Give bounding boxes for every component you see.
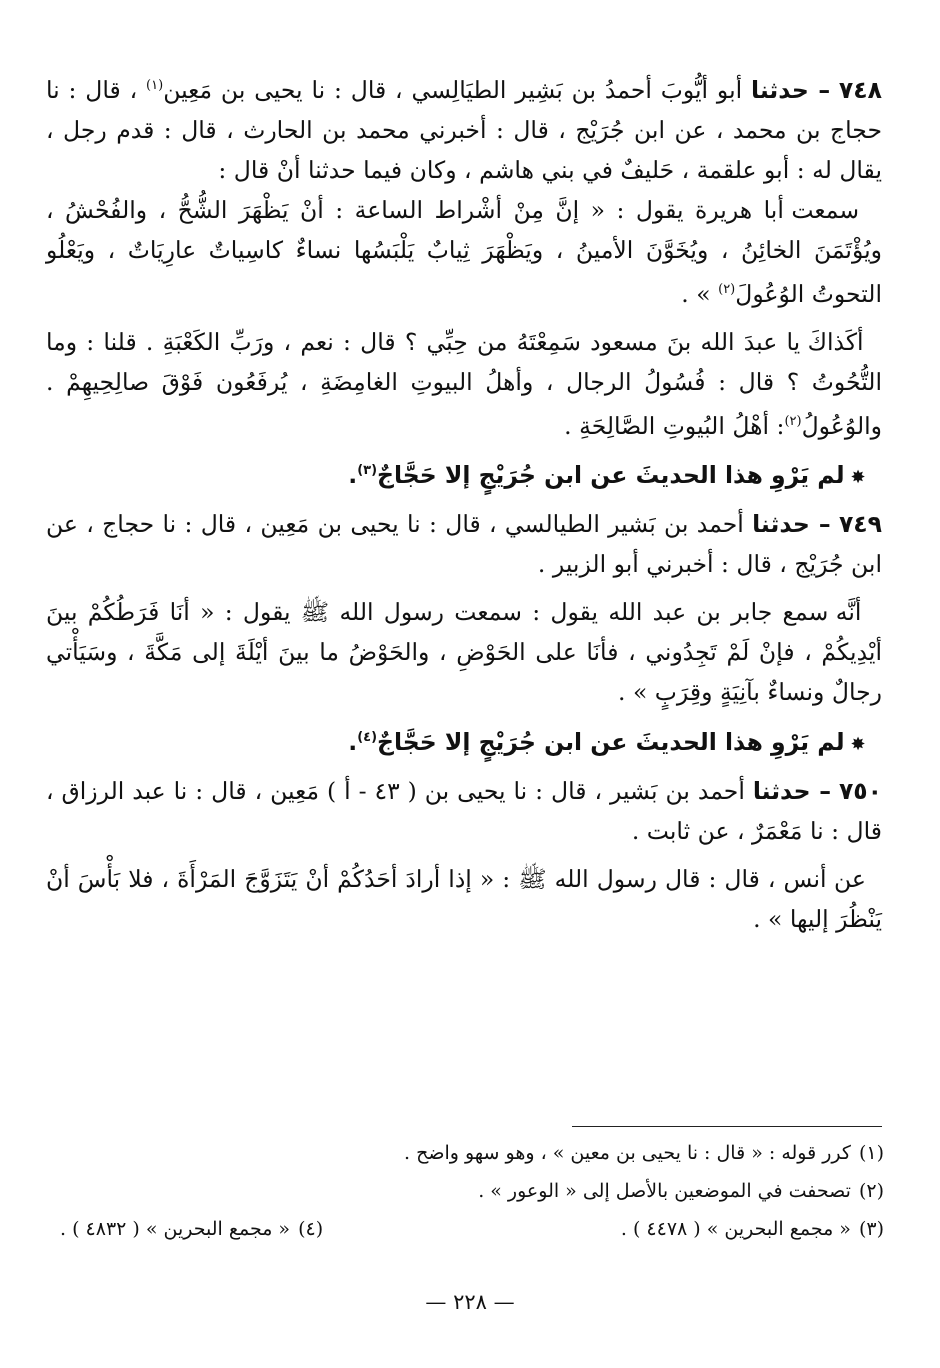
hadith-opener: حدثنا [752,777,811,806]
hadith-748: ٧٤٨ – حدثنا أبو أيُّوبَ أحمدُ بن بَشِير الطيَالِسي ، قال : نا يحيى بن مَعِين$^{(١)}$ ، قال : نا حجاج بن محمد ، عن ابن جُرَيْج ، قال : أخبرني محمد بن الحارث ، قال : قدم رجل ، يقال له : أبو علقمة ، حَليفٌ في بني هاشم ، وكان فيما حدثنا أنْ قال : [46,75,882,184]
hadith-749: ٧٤٩ – حدثنا أحمد بن بَشير الطيالسي ، قال : نا يحيى بن مَعِين ، قال : نا حجاج ، عن ابن جُرَيْج ، قال : أخبرني أبو الزبير . [46,510,882,579]
footnote-3 [621,1210,884,1248]
hadith-750: ٧٥٠ – حدثنا أحمد بن بَشير ، قال : نا يحيى بن ( ٤٣ - أ ) مَعِين ، قال : نا عبد الرزاق ، قال : نا مَعْمَرٌ ، عن ثابت . [46,777,882,846]
comment-end: : أهْلُ البُيوتِ الصَّالِحَةِ . [564,411,785,440]
star-icon: ✸ [850,467,866,489]
hadith-opener: حدثنا [752,510,810,539]
footnote-divider [572,1126,882,1127]
footnote-ref: (٢) [784,413,802,429]
footnote-text: تصحفت في الموضعين بالأصل إلى « الوعور » . [478,1180,851,1202]
footnote-label: (٣) [858,1218,884,1240]
footnote-label: (٢) [858,1180,884,1202]
footnote-text: « مجمع البحرين » ( ٤٨٣٢ ) . [60,1218,291,1240]
matn-748 [46,190,882,314]
matn-text: أنَّه سمع جابر بن عبد الله يقول : سمعت رسول الله ﷺ يقول : « أنَا فَرَطُكُمْ بينَ أيْدِيكُمْ ، فإنْ لَمْ تَجِدُوني ، فأنَا على الحَوْضِ ، والحَوْضُ ما بينَ أيْلَةَ إلى مَكَّةَ ، وسَيَأْتي رجالٌ ونساءٌ بآنِيَةٍ وقِرَبٍ » . [46,598,882,707]
footnotes [60,1134,884,1248]
hadith-number: ٧٤٨ [838,75,882,104]
footnote-label: (٤) [298,1218,324,1240]
comment-text: أكَذاكَ يا عبدَ الله بنَ مسعود سَمِعْتَهُ من حِبِّي ؟ قال : نعم ، ورَبِّ الكَعْبَةِ . قلنا : وما التُّحُوتُ ؟ قال : فُسُولُ الرجال ، وأهلُ البيوتِ الغامِضَةِ ، يُرفَعُون فَوْقَ صالِحِيهِمْ . والوُعُولُ [46,327,882,440]
footnote-2 [60,1172,884,1210]
footnote-ref: (٢) [718,281,736,297]
isnad-text: أبو أيُّوبَ أحمدُ بن بَشِير الطيَالِسي ، قال : نا يحيى بن مَعِين [163,75,743,104]
footnote-ref: (٤) [357,730,378,746]
note-749: ✸لم يَرْوِ هذا الحديثَ عن ابن جُرَيْجٍ إلا حَجَّاجٌ$^{(٤)}$. [348,728,866,757]
hadith-number: ٧٥٠ [838,777,882,806]
note-748: ✸لم يَرْوِ هذا الحديثَ عن ابن جُرَيْجٍ إلا حَجَّاجٌ$^{(٣)}$. [348,461,866,490]
footnote-row [60,1210,884,1248]
hadith-opener: حدثنا [751,75,809,104]
matn-749 [46,592,882,712]
matn-end: » . [681,279,711,308]
note-text: لم يَرْوِ هذا الحديثَ عن ابن جُرَيْجٍ إلا حَجَّاجٌ [377,461,845,490]
footnote-ref: (٣) [357,463,378,479]
footnote-text: كرر قوله : « قال : نا يحيى بن معين » ، وهو سهو واضح . [404,1142,851,1164]
footnote-1 [60,1134,884,1172]
isnad-text: أحمد بن بَشير الطيالسي ، قال : نا يحيى بن مَعِين ، قال : نا حجاج ، عن ابن جُرَيْج ، قال : أخبرني أبو الزبير . [46,510,882,579]
footnote-4 [60,1210,323,1248]
matn-text: سمعت أبا هريرة يقول : « إنَّ مِنْ أشْراط الساعة : أنْ يَظْهَرَ الشُّحُّ ، والفُحْشُ ، ويُؤْتَمَنَ الخائِنُ ، ويُخَوَّنَ الأمينُ ، ويَظْهَرَ ثِيابٌ يَلْبَسُها نساءٌ كاسِياتٌ عارِيَاتٌ ، ويَعْلُو التحوتُ الوُعُولَ [46,195,882,308]
matn-750 [46,859,882,939]
isnad-text: ، قال : نا حجاج بن محمد ، عن ابن جُرَيْج ، قال : أخبرني محمد بن الحارث ، قال : قدم رجل ، يقال له : أبو علقمة ، حَليفٌ في بني هاشم ، وكان فيما حدثنا أنْ قال : [46,75,882,184]
page-number: — ٢٢٨ — [425,1290,515,1314]
note-text: لم يَرْوِ هذا الحديثَ عن ابن جُرَيْجٍ إلا حَجَّاجٌ [377,728,845,757]
star-icon: ✸ [850,734,866,756]
footnote-ref: (١) [146,78,164,93]
page-body [46,66,882,939]
matn-text: عن أنس ، قال : قال رسول الله ﷺ : « إذا أرادَ أحَدُكُمْ أنْ يَتَزَوَّجَ المَرْأَةَ ، فلا بَأْسَ أنْ يَنْظُرَ إليها » . [46,865,882,934]
comment-748 [46,322,882,446]
footnote-label: (١) [858,1142,884,1164]
isnad-text: أحمد بن بَشير ، قال : نا يحيى بن ( ٤٣ - أ ) مَعِين ، قال : نا عبد الرزاق ، قال : نا مَعْمَرٌ ، عن ثابت . [46,777,882,846]
hadith-number: ٧٤٩ [838,510,882,539]
footnote-text: « مجمع البحرين » ( ٤٤٧٨ ) . [620,1218,851,1240]
